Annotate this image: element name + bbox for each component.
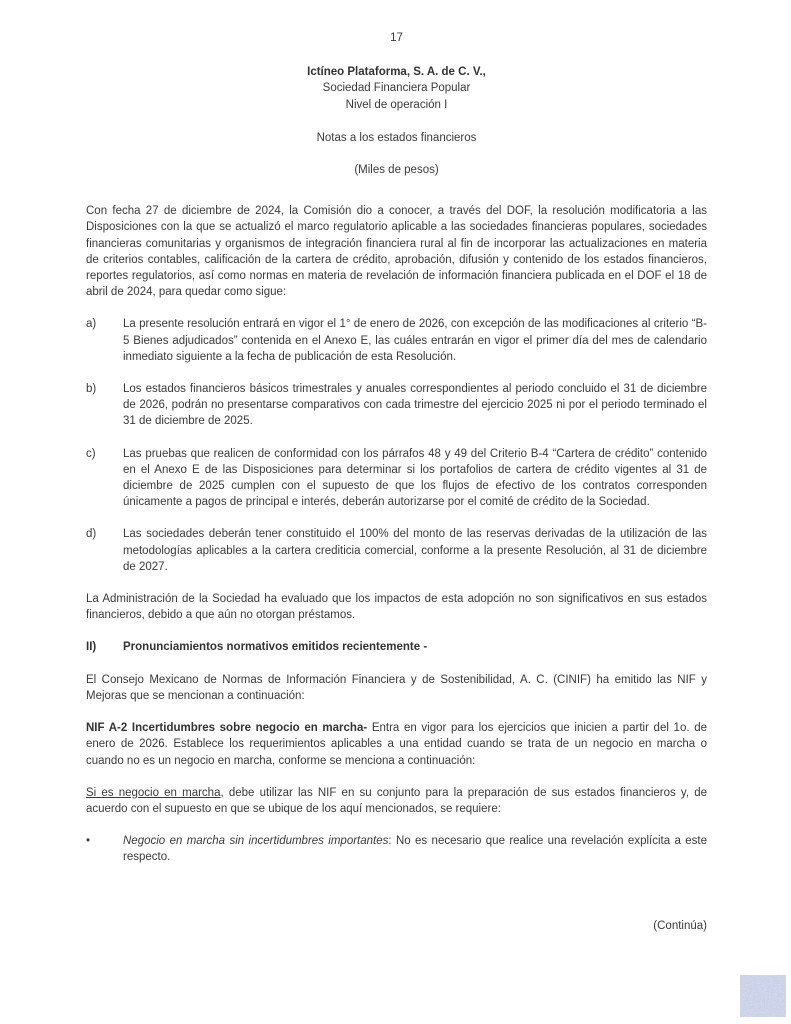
digital-seal-icon [740,975,786,1017]
list-item-b [86,381,707,430]
nif-a2-paragraph [86,720,707,769]
cinif-paragraph: El Consejo Mexicano de Normas de Información Financiera y de Sostenibilidad, A. C. (CINIF) ha emitido las NIF y Mejoras que se mencionan a continuación: [86,673,707,702]
list-item-d [86,526,707,575]
units-note: (Miles de pesos) [354,164,439,177]
nif-a2-body: Entra en vigor para los ejercicios que inicien a partir del 1o. de enero de 2026. Establece los requerimientos aplicables a una entidad cuando se trata de un negocio en marcha o cuando no es un negocio en marcha, conforme se menciona a continuación: [86,722,707,767]
going-concern-lead: Si es negocio en marcha, [86,786,224,799]
section-label: II) [86,641,97,654]
continuation-note: (Continúa) [653,919,707,932]
list-item-a [86,316,707,365]
list-item-c [86,446,707,511]
bullet-marker: • [86,835,91,848]
item-label: b) [86,383,97,396]
bullet-item [86,833,707,865]
item-label: a) [86,318,97,331]
going-concern-body: debe utilizar las NIF en su conjunto para la preparación de sus estados financieros y, de acuerdo con el supuesto en que se ubique de los aquí mencionados, se requiere: [86,786,707,815]
item-text: Las pruebas que realicen de conformidad con los párrafos 48 y 49 del Criterio B-4 “Cartera de crédito” contenido en el Anexo E de las Disposiciones para determinar si los portafolios de cartera de crédito vigentes al 31 de diciembre de 2025 cumplen con el supuesto de que los flujos de efectivo de los contratos corresponden únicamente a pagos de principal e interés, deberán autorizarse por el comité de crédito de la Sociedad. [123,447,707,509]
entity-type: Sociedad Financiera Popular [322,82,471,95]
item-text: La presente resolución entrará en vigor el 1° de enero de 2026, con excepción de las modificaciones al criterio “B-5 Bienes adjudicados” contenida en el Anexo E, las cuáles entrarán en vigor el primer día del mes de calendario inmediato siguiente a la fecha de publicación de esta Resolución. [123,318,707,363]
operation-level: Nivel de operación I [345,98,448,111]
section-title: Pronunciamientos normativos emitidos recientemente - [123,641,428,654]
bullet-emphasis: Negocio en marcha sin incertidumbres importantes [123,835,389,848]
nif-a2-lead: NIF A-2 Incertidumbres sobre negocio en marcha- [86,722,368,735]
section-heading-ii [86,639,707,655]
intro-paragraph: Con fecha 27 de diciembre de 2024, la Comisión dio a conocer, a través del DOF, la resolución modificatoria a las Disposiciones con la que se actualizó el marco regulatorio aplicable a las sociedades financieras populares, sociedades financieras comunitarias y organismos de integración financiera rural al fin de incorporar las actualizaciones en materia de criterios contables, calificación de la cartera de crédito, aprobación, difusión y contenido de los estados financieros, reportes regulatorios, así como normas en materia de revelación de información financiera publicada en el DOF el 18 de abril de 2024, para quedar como sigue: [86,205,707,299]
document-header [86,64,707,178]
item-text: Las sociedades deberán tener constituido el 100% del monto de las reservas derivadas de la utilización de las metodologías aplicables a la cartera crediticia comercial, conforme a la presente Resolución, al 31 de diciembre de 2027. [123,528,707,573]
page-number: 17 [390,32,403,44]
item-label: d) [86,528,97,541]
document-title: Notas a los estados financieros [316,131,477,144]
admin-paragraph: La Administración de la Sociedad ha evaluado que los impactos de esta adopción no son significativos en sus estados financieros, debido a que aún no otorgan préstamos. [86,593,707,622]
bullet-body: : No es necesario que realice una revelación explícita a este respecto. [123,835,707,864]
item-label: c) [86,447,96,460]
going-concern-paragraph [86,785,707,817]
item-text: Los estados financieros básicos trimestrales y anuales correspondientes al periodo concluido el 31 de diciembre de 2026, podrán no presentarse comparativos con cada trimestre del ejercicio 2025 ni por el periodo terminado el 31 de diciembre de 2025. [123,383,707,428]
company-name: Ictíneo Plataforma, S. A. de C. V., [307,66,486,79]
bullet-text [123,833,707,865]
